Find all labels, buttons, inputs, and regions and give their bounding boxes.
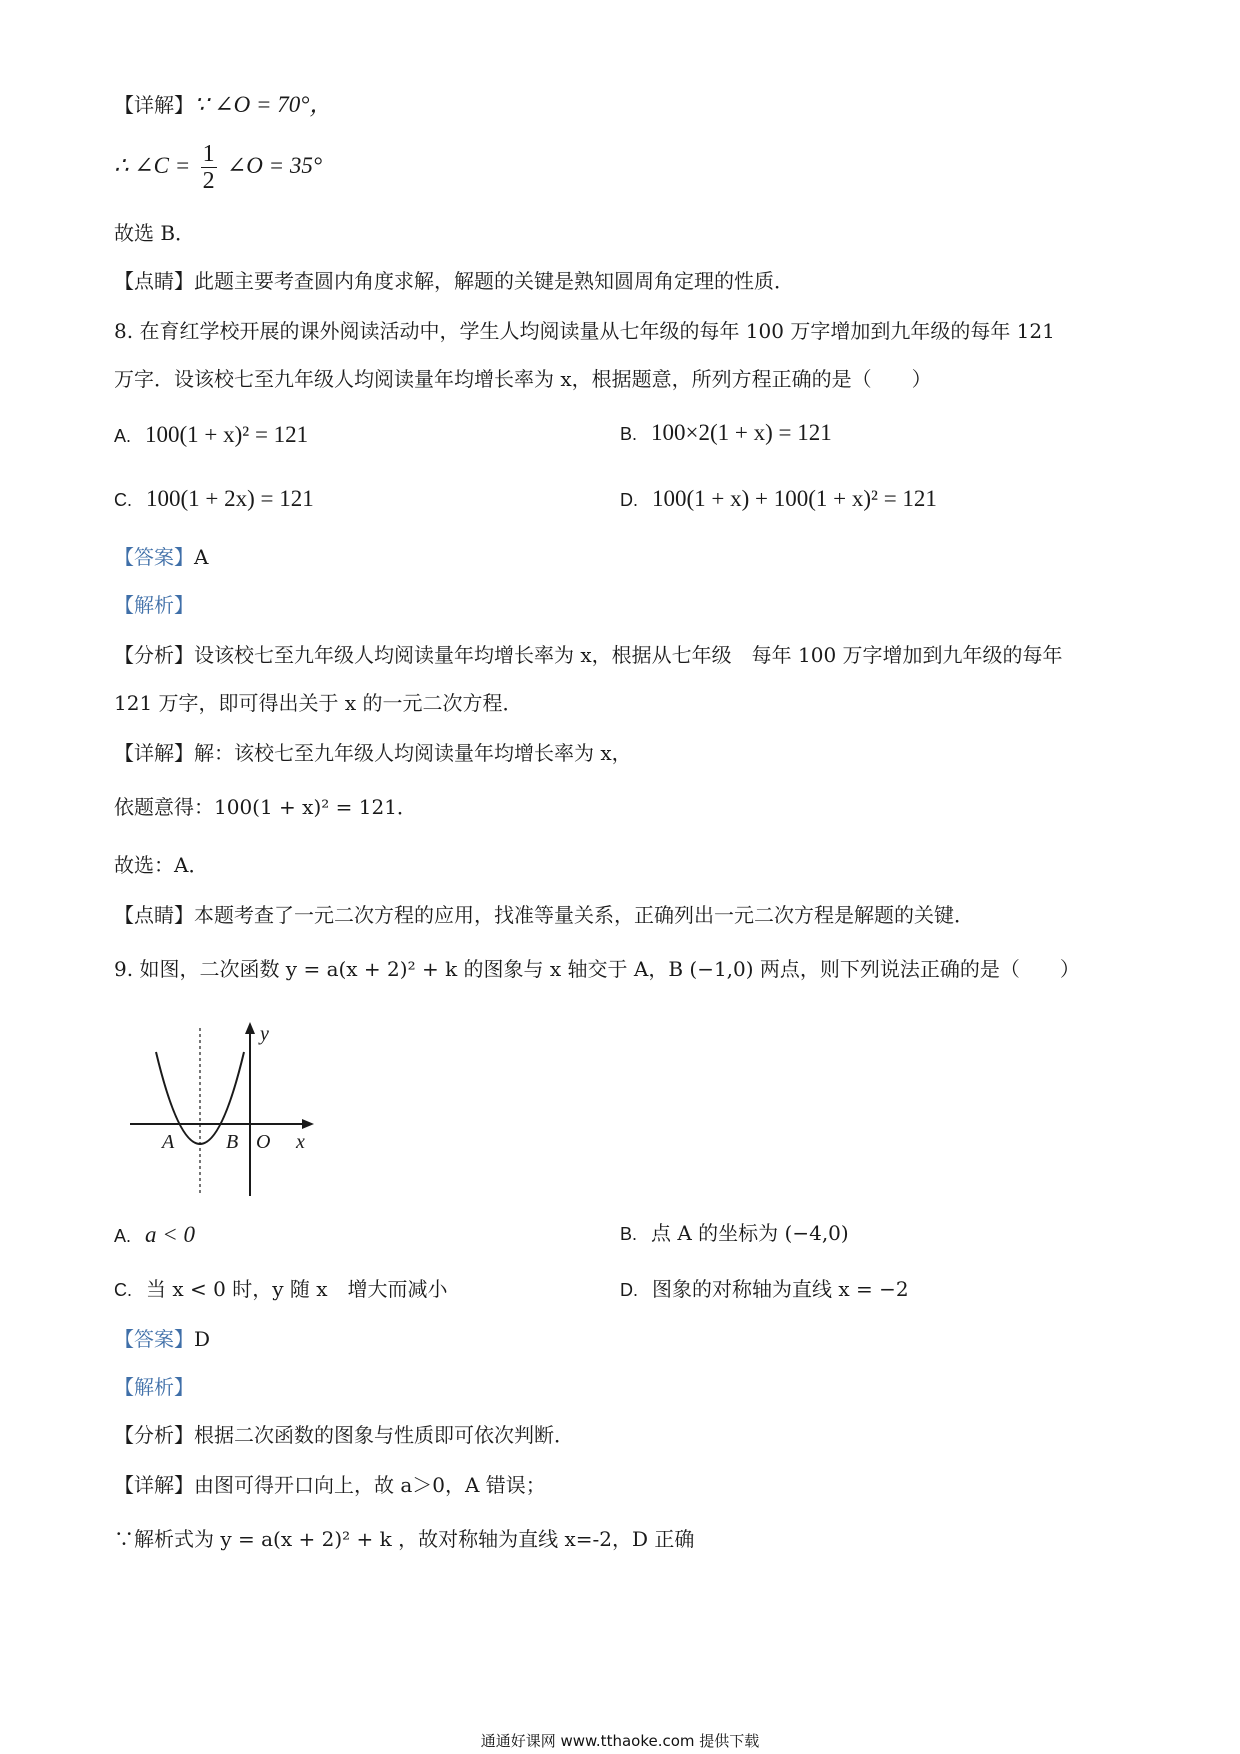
- label-b: B: [226, 1131, 239, 1153]
- q9-option-d: D. 图象的对称轴为直线 x = −2: [620, 1277, 909, 1301]
- q9-stem: 9. 如图，二次函数 y = a(x + 2)² + k 的图象与 x 轴交于 A，B (−1,0) 两点，则下列说法正确的是（ ）: [114, 957, 1080, 981]
- label-o: O: [256, 1131, 271, 1153]
- parabola-graph: [126, 1020, 326, 1200]
- q8-stem-line-2: 万字．设该校七至九年级人均阅读量年均增长率为 x，根据题意，所列方程正确的是（ ）: [114, 367, 932, 391]
- q8-answer: [114, 544, 208, 570]
- q7-choice: 故选 B．: [114, 221, 196, 245]
- q8-stem-line-1: 8. 在育红学校开展的课外阅读活动中，学生人均阅读量从七年级的每年 100 万字增加到九年级的每年 121: [114, 319, 1055, 343]
- comment-text: 此题主要考查圆内角度求解，解题的关键是熟知圆周角定理的性质．: [194, 269, 794, 293]
- q7-comment: [114, 268, 794, 294]
- answer-value: A: [194, 545, 209, 569]
- angle-c-suffix: ∠O = 35°: [227, 153, 323, 178]
- comment-tag: 【点睛】: [114, 269, 194, 293]
- label-a: A: [162, 1131, 175, 1153]
- q7-detail-line-2: [114, 138, 322, 194]
- detail-tag: 【详解】: [114, 93, 194, 117]
- q8-detail-line-2: 依题意得：100(1 + x)² = 121．: [114, 795, 417, 819]
- angle-c-prefix: ∴ ∠C =: [114, 153, 191, 178]
- q9-detail-line-1: 【详解】由图可得开口向上，故 a＞0，A 错误；: [114, 1473, 546, 1497]
- q9-fenxi: 【分析】根据二次函数的图象与性质即可依次判断．: [114, 1423, 574, 1447]
- q8-option-c: C. 100(1 + 2x) = 121: [114, 486, 314, 511]
- label-y: y: [260, 1023, 269, 1045]
- q9-option-b: B. 点 A 的坐标为 (−4,0): [620, 1221, 849, 1245]
- q8-fenxi-line-1: 【分析】设该校七至九年级人均阅读量年均增长率为 x，根据从七年级 每年 100 万字增加到九年级的每年: [114, 643, 1063, 667]
- footer: 通通好课网 www.tthaoke.com 提供下载: [480, 1732, 760, 1750]
- q8-analysis-tag: 【解析】: [114, 593, 194, 617]
- y-axis-arrow: [245, 1022, 255, 1034]
- q8-detail-line-1: 【详解】解：该校七至九年级人均阅读量年均增长率为 x，: [114, 741, 632, 765]
- q9-option-a: A. a < 0: [114, 1222, 196, 1247]
- q8-fenxi-line-2: 121 万字，即可得出关于 x 的一元二次方程．: [114, 691, 523, 715]
- answer-tag: 【答案】: [114, 545, 194, 569]
- label-x: x: [296, 1131, 305, 1153]
- q8-option-d: D. 100(1 + x) + 100(1 + x)² = 121: [620, 486, 937, 511]
- q8-comment: 【点睛】本题考查了一元二次方程的应用，找准等量关系，正确列出一元二次方程是解题的关键．: [114, 903, 974, 927]
- q9-answer: 【答案】D: [114, 1327, 211, 1351]
- detail-text: ∵ ∠O = 70°，: [194, 92, 333, 117]
- q8-choice: 故选：A．: [114, 853, 209, 877]
- q9-analysis-tag: 【解析】: [114, 1375, 194, 1399]
- q9-detail-line-2: ∵解析式为 y = a(x + 2)² + k ，故对称轴为直线 x=-2，D 正确: [114, 1527, 695, 1551]
- q8-option-b: B. 100×2(1 + x) = 121: [620, 420, 832, 445]
- q9-option-c: C. 当 x < 0 时，y 随 x 增大而减小: [114, 1277, 448, 1301]
- q8-option-a: A. 100(1 + x)² = 121: [114, 422, 309, 447]
- x-axis-arrow: [302, 1119, 314, 1129]
- q7-detail-line-1: [114, 92, 332, 118]
- fraction: $\frac{1}{2}$: [202, 141, 215, 194]
